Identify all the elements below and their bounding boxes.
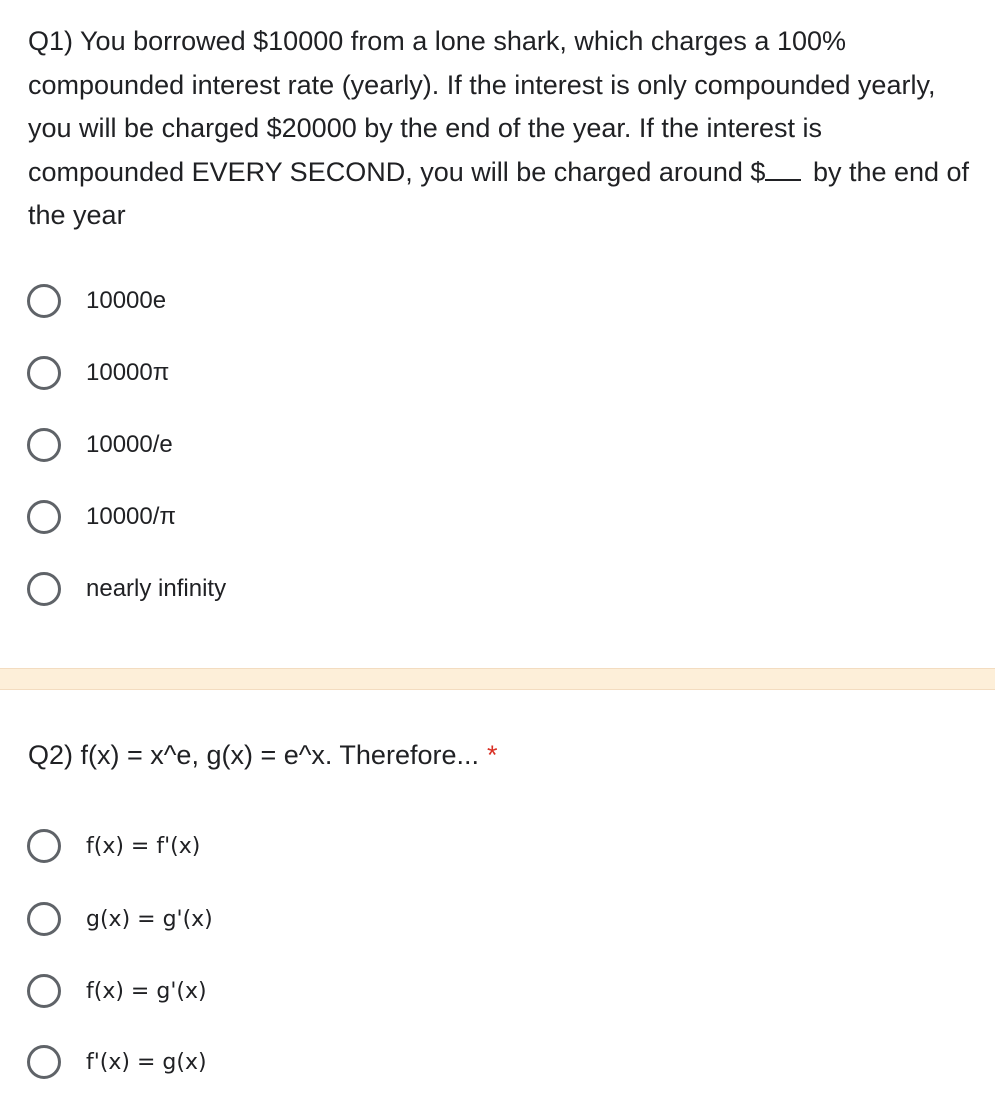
radio-button-icon[interactable] bbox=[27, 500, 61, 534]
radio-button-icon[interactable] bbox=[27, 428, 61, 462]
section-separator bbox=[0, 668, 995, 690]
q2-option-2-label: g(x) = g'(x) bbox=[86, 906, 213, 932]
q2-option-3[interactable] bbox=[27, 971, 207, 1011]
q2-option-2[interactable] bbox=[27, 899, 213, 939]
q2-option-3-label: f(x) = g'(x) bbox=[86, 978, 207, 1004]
radio-button-icon[interactable] bbox=[27, 284, 61, 318]
radio-button-icon[interactable] bbox=[27, 974, 61, 1008]
q2-option-1-label: f(x) = f'(x) bbox=[86, 833, 201, 859]
q1-option-1[interactable] bbox=[27, 281, 166, 321]
required-asterisk: * bbox=[486, 740, 498, 770]
q2-option-4-label: f'(x) = g(x) bbox=[86, 1049, 207, 1075]
q1-option-3-label: 10000/e bbox=[86, 431, 173, 458]
q2-option-4[interactable] bbox=[27, 1042, 207, 1082]
radio-button-icon[interactable] bbox=[27, 1045, 61, 1079]
q2-option-1[interactable] bbox=[27, 826, 200, 866]
radio-button-icon[interactable] bbox=[27, 829, 61, 863]
radio-button-icon[interactable] bbox=[27, 902, 61, 936]
question-1-text bbox=[28, 20, 983, 238]
answer-blank bbox=[765, 159, 801, 181]
radio-button-icon[interactable] bbox=[27, 572, 61, 606]
question-2-title: Q2) f(x) = x^e, g(x) = e^x. Therefore... bbox=[28, 740, 479, 770]
q1-option-4[interactable] bbox=[27, 497, 176, 537]
q1-option-1-label: 10000e bbox=[86, 287, 167, 314]
q1-option-5[interactable] bbox=[27, 569, 226, 609]
q1-option-4-label: 10000/π bbox=[86, 503, 176, 530]
q1-option-2[interactable] bbox=[27, 353, 169, 393]
question-1-text-before-blank: Q1) You borrowed $10000 from a lone shark, which charges a 100% compounded interest rate (yearly). If the interest is only compounded yearly, you will be charged $20000 by the end of the year. If the interest is compounded EVERY SECOND, you will be charged around $ bbox=[28, 26, 936, 187]
question-2-card bbox=[0, 690, 995, 1095]
radio-button-icon[interactable] bbox=[27, 356, 61, 390]
question-1-text-after-blank: by the end of the year bbox=[28, 156, 970, 230]
q1-option-3[interactable] bbox=[27, 425, 173, 465]
q1-option-5-label: nearly infinity bbox=[86, 575, 227, 602]
q1-option-2-label: 10000π bbox=[86, 359, 170, 386]
question-2-text bbox=[28, 734, 983, 778]
